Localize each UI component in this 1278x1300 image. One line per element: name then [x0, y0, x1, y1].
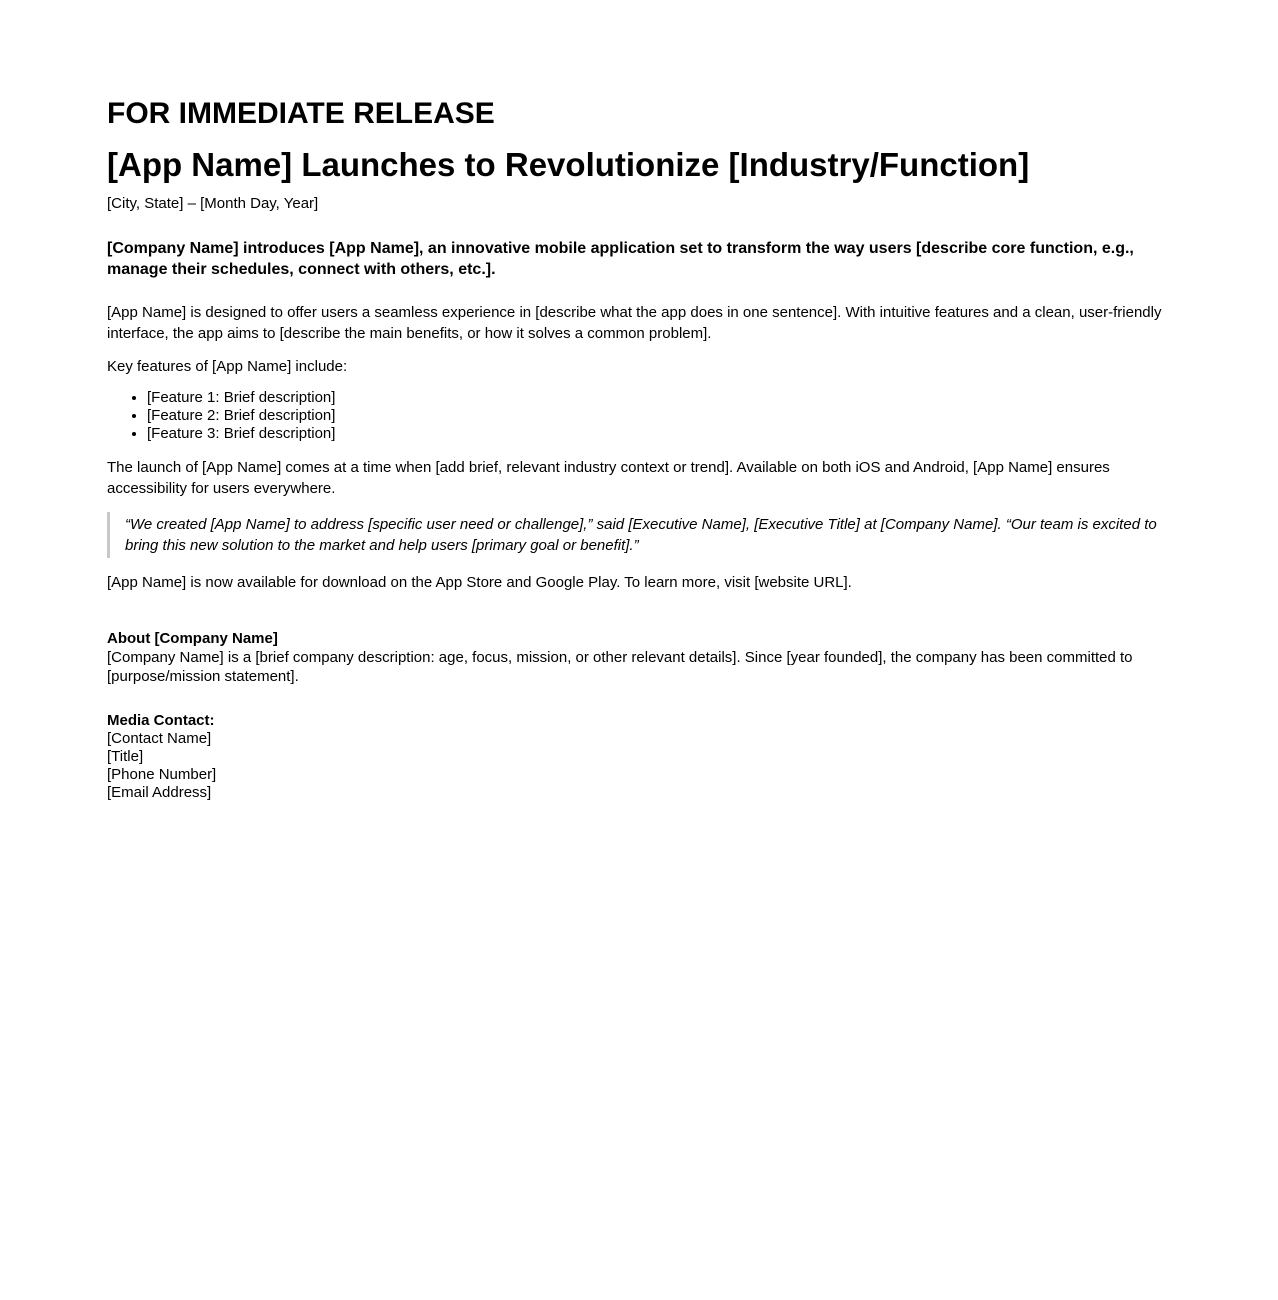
dateline: [City, State] – [Month Day, Year]	[107, 195, 319, 212]
feature-item: • [Feature 1: Brief description]	[147, 389, 1163, 407]
contact-name-line: [Contact Name]	[107, 730, 212, 747]
features-list	[107, 389, 1163, 443]
release-label: FOR IMMEDIATE RELEASE	[107, 97, 495, 130]
contact-phone-line: [Phone Number]	[107, 766, 217, 783]
media-contact-heading: Media Contact:	[107, 712, 215, 729]
body-paragraph-3: [App Name] is now available for download on the App Store and Google Play. To learn more, visit [website URL].	[107, 574, 852, 591]
lead-paragraph: [Company Name] introduces [App Name], an innovative mobile application set to transform the way users [describe core function, e.g., manage their schedules, connect with others, etc.].	[107, 240, 1134, 278]
body-paragraph-1: [App Name] is designed to offer users a seamless experience in [describe what the app does in one sentence]. With intuitive features and a clean, user-friendly interface, the app aims to [describe the main benefits, or how it solves a common problem].	[107, 304, 1162, 342]
media-contact-section	[107, 712, 1163, 802]
headline: [App Name] Launches to Revolutionize [Industry/Function]	[107, 146, 1030, 183]
contact-email-line: [Email Address]	[107, 784, 212, 801]
feature-item: • [Feature 2: Brief description]	[147, 407, 1163, 425]
about-heading: About [Company Name]	[107, 630, 278, 647]
about-section	[107, 629, 1163, 686]
contact-title-line: [Title]	[107, 748, 144, 765]
about-paragraph: [Company Name] is a [brief company description: age, focus, mission, or other relevant details]. Since [year founded], the company has been committed to [purpose/mission statement].	[107, 649, 1133, 685]
feature-item: • [Feature 3: Brief description]	[147, 425, 1163, 443]
executive-quote: “We created [App Name] to address [specific user need or challenge],” said [Executive Name], [Executive Title] at [Company Name]. “Our team is excited to bring this new solution to the market and help users [primary goal or benefit].”	[107, 512, 1163, 558]
features-intro: Key features of [App Name] include:	[107, 358, 348, 375]
body-paragraph-2: The launch of [App Name] comes at a time when [add brief, relevant industry context or trend]. Available on both iOS and Android, [App Name] ensures accessibility for users everywhere.	[107, 459, 1110, 497]
